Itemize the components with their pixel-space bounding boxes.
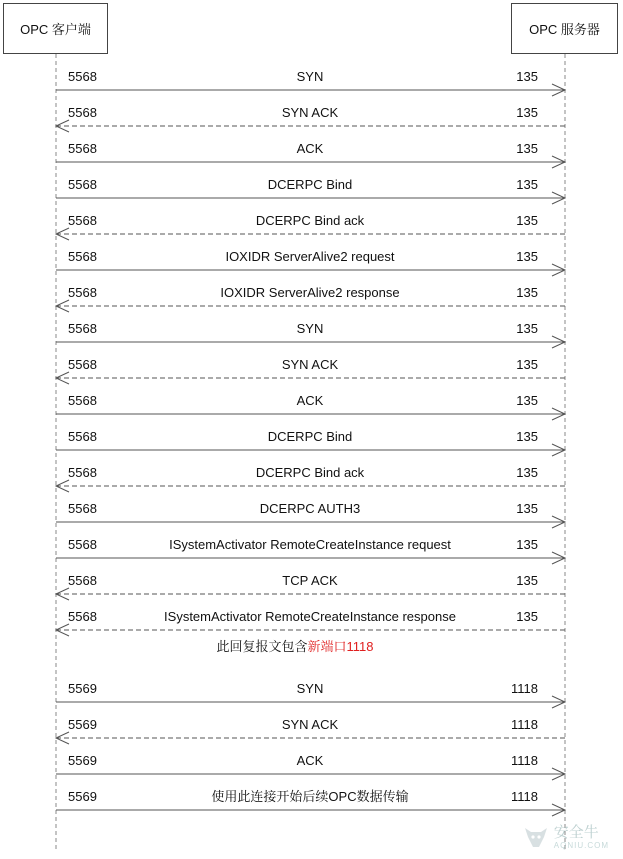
watermark-text: 安全牛 [553, 823, 599, 841]
watermark-text-group [554, 825, 609, 850]
server-port-label: 135 [516, 69, 538, 84]
client-port-label: 5568 [68, 285, 97, 300]
server-port-label: 135 [516, 501, 538, 516]
client-port-label: 5568 [68, 465, 97, 480]
server-port-label: 135 [516, 357, 538, 372]
server-port-label: 135 [516, 177, 538, 192]
message-label: IOXIDR ServerAlive2 request [225, 249, 395, 264]
message-label: IOXIDR ServerAlive2 response [220, 285, 400, 300]
port-note-prefix: 此回复报文包含 [216, 639, 308, 654]
client-port-label: 5568 [68, 141, 97, 156]
bull-logo-icon [522, 823, 550, 851]
server-port-label: 135 [516, 141, 538, 156]
client-port-label: 5569 [68, 717, 97, 732]
server-port-label: 135 [516, 429, 538, 444]
server-port-label: 135 [516, 573, 538, 588]
client-port-label: 5568 [68, 393, 97, 408]
server-port-label: 135 [516, 213, 538, 228]
message-label: SYN ACK [281, 357, 339, 372]
client-port-label: 5568 [68, 69, 97, 84]
client-port-label: 5568 [68, 177, 97, 192]
message-label: SYN ACK [281, 105, 339, 120]
message-label: DCERPC Bind [267, 429, 353, 444]
port-note-highlight: 新端口1118 [307, 639, 374, 654]
client-port-label: 5568 [68, 105, 97, 120]
server-port-label: 135 [516, 609, 538, 624]
message-label: TCP ACK [282, 573, 338, 588]
message-label: DCERPC Bind ack [255, 213, 365, 228]
server-port-label: 135 [516, 285, 538, 300]
message-label: ACK [296, 141, 324, 156]
message-label: ACK [296, 393, 324, 408]
server-port-label: 1118 [511, 717, 538, 732]
client-port-label: 5569 [68, 753, 97, 768]
message-label: SYN [296, 321, 324, 336]
message-label: ACK [296, 753, 324, 768]
message-label: SYN [296, 69, 324, 84]
participant-client-label: OPC 客户端 [20, 22, 91, 37]
message-label: SYN [296, 681, 324, 696]
server-port-label: 135 [516, 465, 538, 480]
message-label: DCERPC Bind ack [255, 465, 365, 480]
client-port-label: 5568 [68, 501, 97, 516]
watermark-subtext: AQNIU.COM [553, 840, 609, 850]
server-port-label: 135 [516, 105, 538, 120]
client-port-label: 5568 [68, 321, 97, 336]
message-label: DCERPC Bind [267, 177, 353, 192]
server-port-label: 1118 [511, 753, 538, 768]
message-label: SYN ACK [281, 717, 339, 732]
participant-server-label: OPC 服务器 [529, 22, 600, 37]
server-port-label: 135 [516, 537, 538, 552]
message-label: ISystemActivator RemoteCreateInstance response [164, 609, 456, 624]
message-label: 使用此连接开始后续OPC数据传输 [211, 789, 409, 804]
watermark [522, 823, 609, 851]
server-port-label: 1118 [511, 681, 538, 696]
port-note [0, 636, 590, 655]
message-label: DCERPC AUTH3 [259, 501, 361, 516]
client-port-label: 5568 [68, 537, 97, 552]
server-port-label: 135 [516, 393, 538, 408]
server-port-label: 1118 [511, 789, 538, 804]
client-port-label: 5568 [68, 609, 97, 624]
client-port-label: 5568 [68, 429, 97, 444]
server-port-label: 135 [516, 321, 538, 336]
server-port-label: 135 [516, 249, 538, 264]
client-port-label: 5569 [68, 789, 97, 804]
client-port-label: 5568 [68, 249, 97, 264]
client-port-label: 5569 [68, 681, 97, 696]
client-port-label: 5568 [68, 357, 97, 372]
client-port-label: 5568 [68, 213, 97, 228]
message-label: ISystemActivator RemoteCreateInstance request [169, 537, 451, 552]
client-port-label: 5568 [68, 573, 97, 588]
